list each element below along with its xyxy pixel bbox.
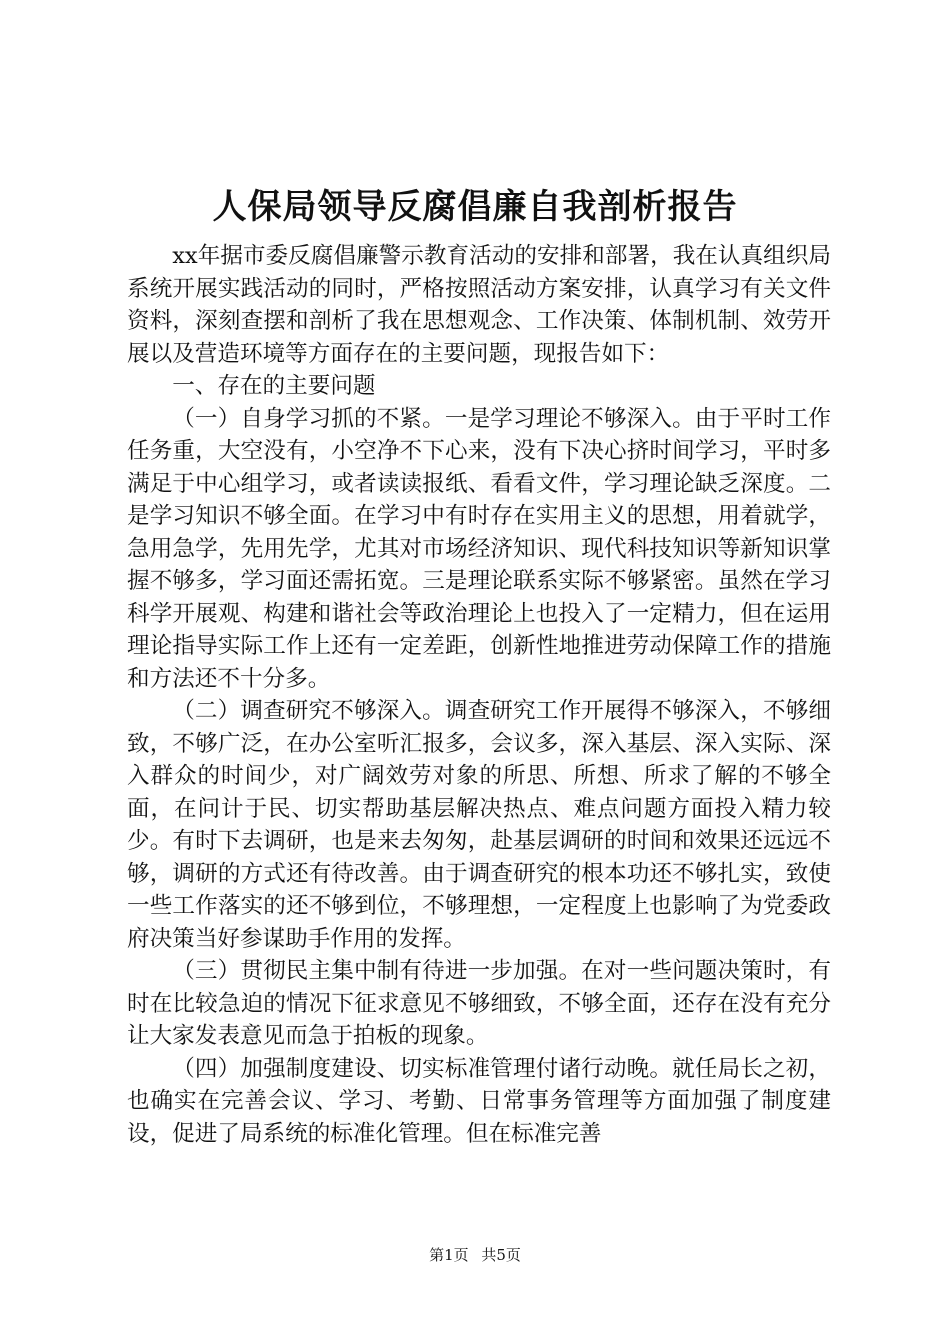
document-body (127, 240, 831, 1150)
page-number: 第1页 (429, 1246, 469, 1264)
paragraph-item-1: （一）自身学习抓的不紧。一是学习理论不够深入。由于平时工作任务重，大空没有，小空净不下心来，没有下决心挤时间学习，平时多满足于中心组学习，或者读读报纸、看看文件，学习理论缺乏深度。二是学习知识不够全面。在学习中有时存在实用主义的思想，用着就学，急用急学，先用先学，尤其对市场经济知识、现代科技知识等新知识掌握不够多，学习面还需拓宽。三是理论联系实际不够紧密。虽然在学习科学开展观、构建和谐社会等政治理论上也投入了一定精力，但在运用理论指导实际工作上还有一定差距，创新性地推进劳动保障工作的措施和方法还不十分多。 (127, 405, 831, 692)
page-total: 共5页 (481, 1246, 521, 1264)
document-title: 人保局领导反腐倡廉自我剖析报告 (212, 187, 738, 227)
paragraph-item-3: （三）贯彻民主集中制有待进一步加强。在对一些问题决策时，有时在比较急迫的情况下征求意见不够细致，不够全面，还存在没有充分让大家发表意见而急于拍板的现象。 (127, 958, 831, 1049)
section-heading-problems: 一、存在的主要问题 (172, 373, 376, 399)
paragraph-intro: xx年据市委反腐倡廉警示教育活动的安排和部署，我在认真组织局系统开展实践活动的同时，严格按照活动方案安排，认真学习有关文件资料，深刻查摆和剖析了我在思想观念、工作决策、体制机制、效劳开展以及营造环境等方面存在的主要问题，现报告如下： (127, 243, 831, 367)
paragraph-item-4: （四）加强制度建设、切实标准管理付诸行动晚。就任局长之初，也确实在完善会议、学习、考勤、日常事务管理等方面加强了制度建设，促进了局系统的标准化管理。但在标准完善 (127, 1055, 831, 1147)
paragraph-item-2: （二）调查研究不够深入。调查研究工作开展得不够深入，不够细致，不够广泛，在办公室听汇报多，会议多，深入基层、深入实际、深入群众的时间少，对广阔效劳对象的所思、所想、所求了解的不够全面，在问计于民、切实帮助基层解决热点、难点问题方面投入精力较少。有时下去调研，也是来去匆匆，赴基层调研的时间和效果还远远不够，调研的方式还有待改善。由于调查研究的根本功还不够扎实，致使一些工作落实的还不够到位，不够理想，一定程度上也影响了为党委政府决策当好参谋助手作用的发挥。 (127, 698, 831, 952)
page-footer (0, 1245, 950, 1265)
